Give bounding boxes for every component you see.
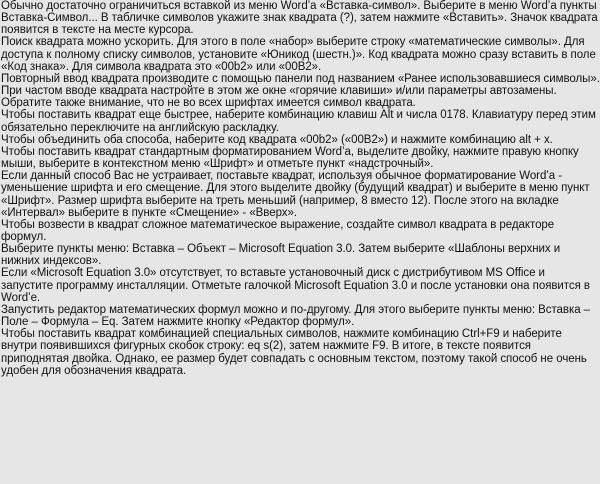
- paragraph-alt-x: Чтобы объединить оба способа, наберите код квадрата «00b2» («00B2») и нажмите комбинацию alt + x.: [1, 133, 553, 146]
- paragraph-eq-field: Чтобы поставить квадрат комбинацией специальных символов, нажмите комбинацию Ctrl+F9 и наберите внутри появившихся фигурных скобок строку: eq s(2), затем нажмите F9. В итоге, в тексте появится приподнятая двойка. Однако, ее размер будет совпадать с основным текстом, поэтому такой способ не очень удобен для обозначения квадрата.: [1, 328, 587, 377]
- paragraph-equation-install: Если «Microsoft Equation 3.0» отсутствует, то вставьте установочный диск с дистрибутивом MS Office и запустите программу инсталляции. Отметьте галочкой Microsoft Equation 3.0 и после установки она появится в Word’е.: [1, 267, 590, 304]
- paragraph-superscript: Чтобы поставить квадрат стандартным форматированием Word’а, выделите двойку, нажмите правую кнопку мыши, выберите в контекстном меню «Шрифт» и отметьте пункт «надстрочный».: [1, 145, 579, 171]
- paragraph-recent-symbols: Повторный ввод квадрата производите с помощью панели под названием «Ранее использовавшиеся символы».: [1, 72, 600, 85]
- paragraph-equation-menu: Выберите пункты меню: Вставка – Объект – Microsoft Equation 3.0. Затем выберите «Шаблоны верхних и нижних индексов».: [1, 243, 561, 268]
- paragraph-font-note: Обратите также внимание, что не во всех шрифтах имеется символ квадрата.: [1, 97, 416, 110]
- paragraph-field-formula: Запустить редактор математических формул можно и по-другому. Для этого выберите пункты меню: Вставка – Поле – Формула – Eq. Затем нажмите кнопку «Редактор формул».: [1, 303, 591, 329]
- paragraph-speed-up-search: Поиск квадрата можно ускорить. Для этого в поле «набор» выберите строку «математические символы». Для доступа к полному списку символов, установите «Юникод (шестн.)». Код квадрата можно сразу вставить в поле «Код знака». Для символа квадрата это «00b2» или «00B2».: [1, 36, 596, 73]
- paragraph-alt-code: Чтобы поставить квадрат еще быстрее, наберите комбинацию клавиш Alt и числа 0178. Клавиатуру перед этим обязательно переключите на английскую раскладку.: [1, 109, 596, 134]
- paragraph-formula-editor: Чтобы возвести в квадрат сложное математическое выражение, создайте символ квадрата в редакторе формул.: [1, 218, 555, 243]
- paragraph-manual-formatting: Если данный способ Вас не устраивает, поставьте квадрат, используя обычное форматирование Word’а - уменьшение шрифта и его смещение. Для этого выделите двойку (будущий квадрат) и выберите в меню пункт «Шрифт». Размер шрифта выберите на треть меньший (например, 8 вместо 12). После этого на вкладке «Интервал» выберите в пункте «Смещение» - «Вверх».: [1, 170, 590, 219]
- paragraph-menu-insert-symbol: Обычно достаточно ограничиться вставкой из меню Word’а «Вставка-символ». Выберите в меню Word’а пункты Вставка-Символ... В табличке символов укажите знак квадрата (?), затем нажмите «Вставить». Значок квадрата появится в тексте на месте курсора.: [1, 0, 598, 37]
- paragraph-hotkeys: При частом вводе квадрата настройте в этом же окне «горячие клавиши» и/или параметры автозамены.: [1, 85, 557, 98]
